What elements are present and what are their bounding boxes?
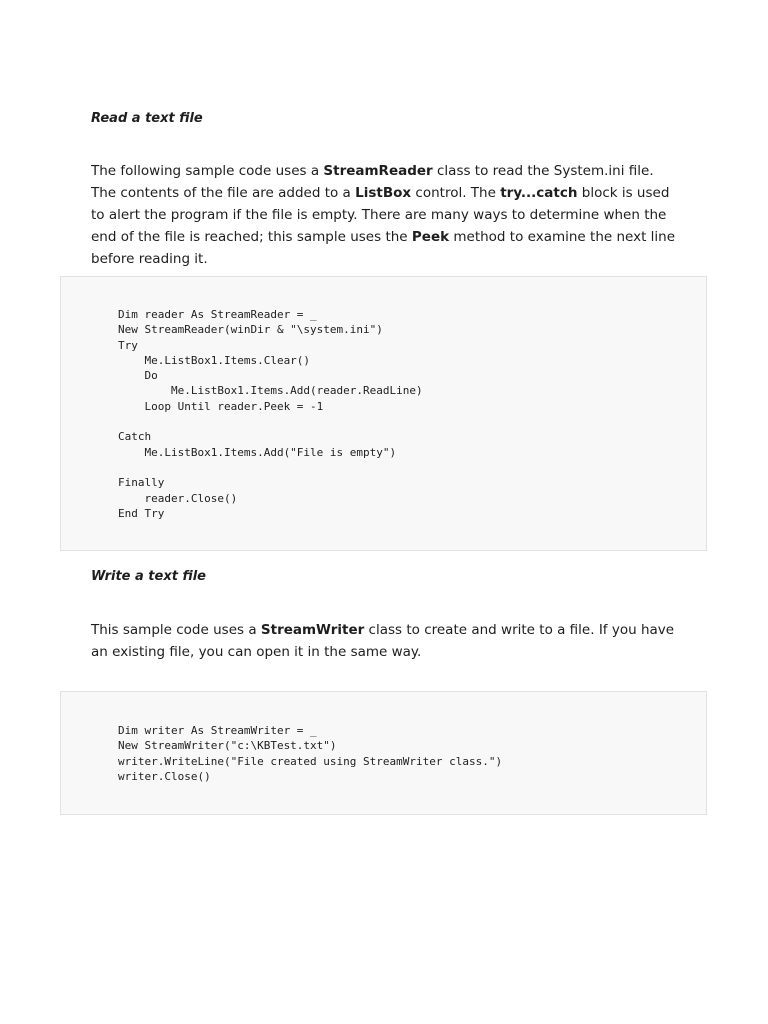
read-paragraph: The following sample code uses a StreamReader class to read the System.ini file. The contents of the file are added to a ListBox control. The try...catch block is used to alert the program if the file is empty. There are many ways to determine when the end of the file is reached; this sample uses the Peek method to examine the next line before reading it. [91,163,676,267]
write-code: Dim writer As StreamWriter = _ New StreamWriter("c:\KBTest.txt") writer.WriteLine("File created using StreamWriter class.") writer.Close() [118,724,503,783]
try-catch-term: try...catch [500,185,578,201]
peek-term: Peek [411,229,450,245]
listbox-term: ListBox [355,185,412,201]
read-code: Dim reader As StreamReader = _ New StreamReader(winDir & "\system.ini") Try Me.ListBox1.Items.Clear() Do Me.ListBox1.Items.Add(reader.ReadLine) Loop Until reader.Peek = -1 Catch Me.ListBox1.Items.Add("File is empty") Finally reader.Close() End Try [118,308,423,520]
streamreader-term: StreamReader [323,163,433,179]
read-code-block [60,276,707,551]
streamwriter-term: StreamWriter [260,622,365,638]
write-paragraph: This sample code uses a StreamWriter class to create and write to a file. If you have an existing file, you can open it in the same way. [91,622,675,660]
read-heading: Read a text file [91,111,203,126]
write-code-block [60,691,707,815]
write-heading: Write a text file [91,569,206,584]
